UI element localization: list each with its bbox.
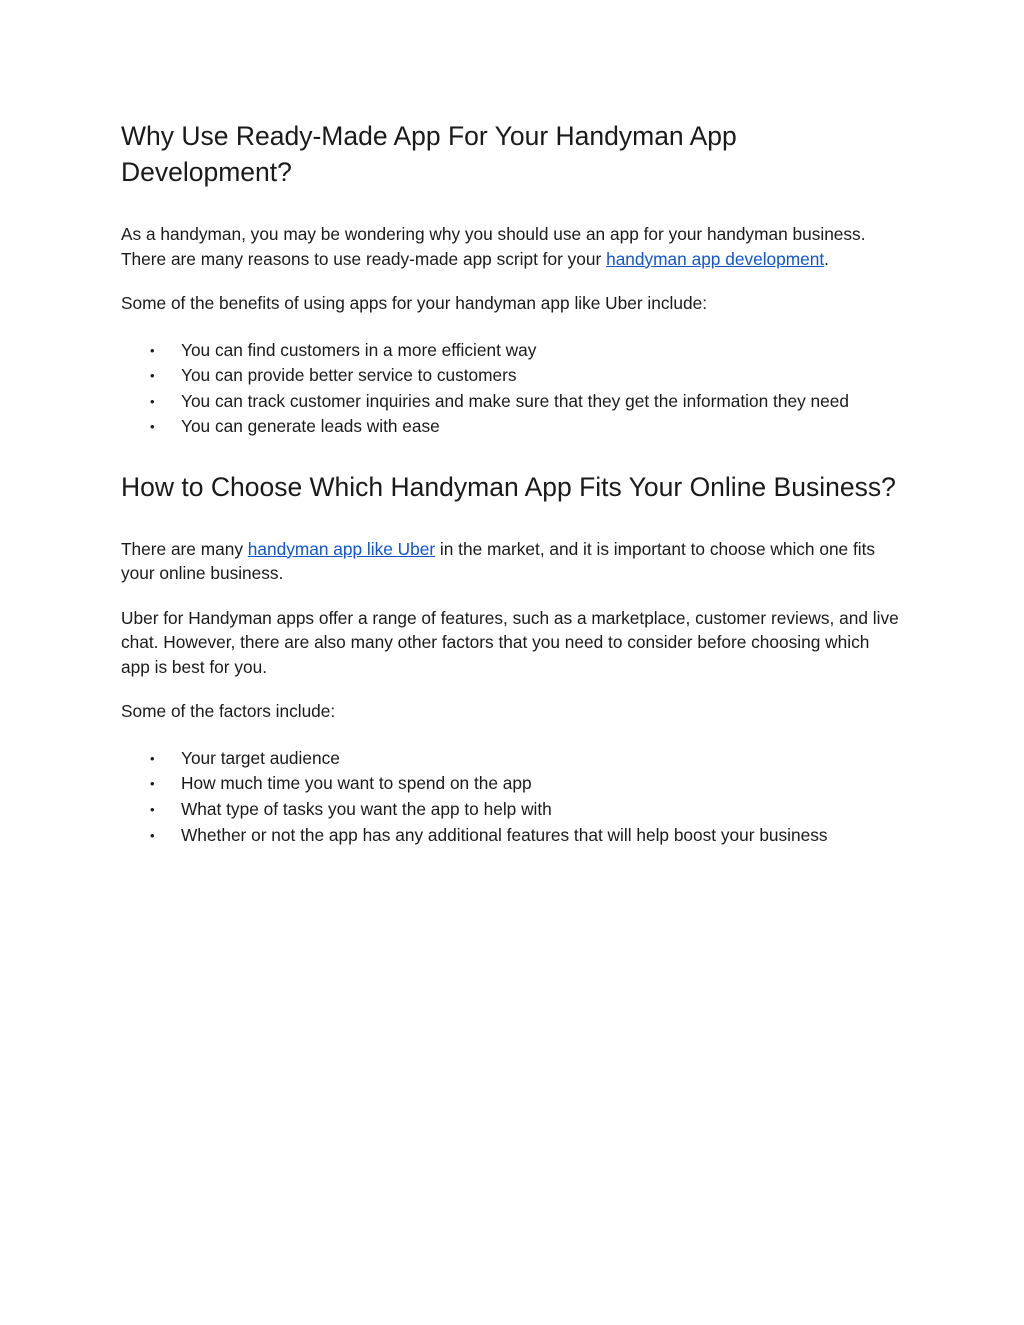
bullet-icon: • [150,827,155,843]
factors-list [121,746,901,848]
handyman-app-development-link[interactable]: handyman app development [606,248,825,269]
bullet-icon: • [150,342,155,358]
list-item-text: Your target audience [181,747,340,768]
bullet-icon: • [150,368,155,384]
list-item-text: You can find customers in a more efficient way [181,339,537,360]
list-item [121,414,901,440]
market-text-end: in the market, and it is important to choose which one fits your online business. [121,538,876,584]
list-item-text: You can track customer inquiries and make sure that they get the information they need [181,390,849,411]
intro-text: As a handyman, you may be wondering why you should use an app for your handyman business. There are many reasons to use ready-made app script for your [121,224,866,269]
list-item [121,771,901,797]
list-item [121,746,901,772]
market-paragraph [121,537,901,586]
intro-text-end: . [824,248,829,269]
handyman-app-like-uber-link[interactable]: handyman app like Uber [247,538,436,559]
benefits-list [121,338,901,440]
features-paragraph: Uber for Handyman apps offer a range of features, such as a marketplace, customer reviews, and live chat. However, there are also many other factors that you need to consider before choosing which app is best for you. [121,607,899,677]
list-item [121,389,901,415]
bullet-icon: • [150,419,155,435]
list-item-text: What type of tasks you want the app to help with [181,799,552,820]
bullet-icon: • [150,750,155,766]
section-heading-why-use-ready-made-app: Why Use Ready-Made App For Your Handyman App Development? [121,121,737,187]
list-item-text: You can provide better service to customers [181,365,517,386]
factors-intro-paragraph: Some of the factors include: [121,701,336,722]
bullet-icon: • [150,776,155,792]
benefits-intro-paragraph: Some of the benefits of using apps for your handyman app like Uber include: [121,293,707,313]
list-item-text: How much time you want to spend on the app [181,773,532,794]
bullet-icon: • [150,802,155,818]
list-item-text: You can generate leads with ease [181,416,440,437]
intro-paragraph [121,222,901,271]
list-item [121,797,901,823]
market-text: There are many [121,538,248,559]
list-item-text: Whether or not the app has any additional features that will help boost your business [181,824,828,845]
list-item [121,338,901,364]
section-heading-how-to-choose: How to Choose Which Handyman App Fits Your Online Business? [121,471,896,502]
list-item [121,363,901,389]
bullet-icon: • [150,393,155,409]
list-item [121,823,901,849]
document-page [121,118,901,848]
